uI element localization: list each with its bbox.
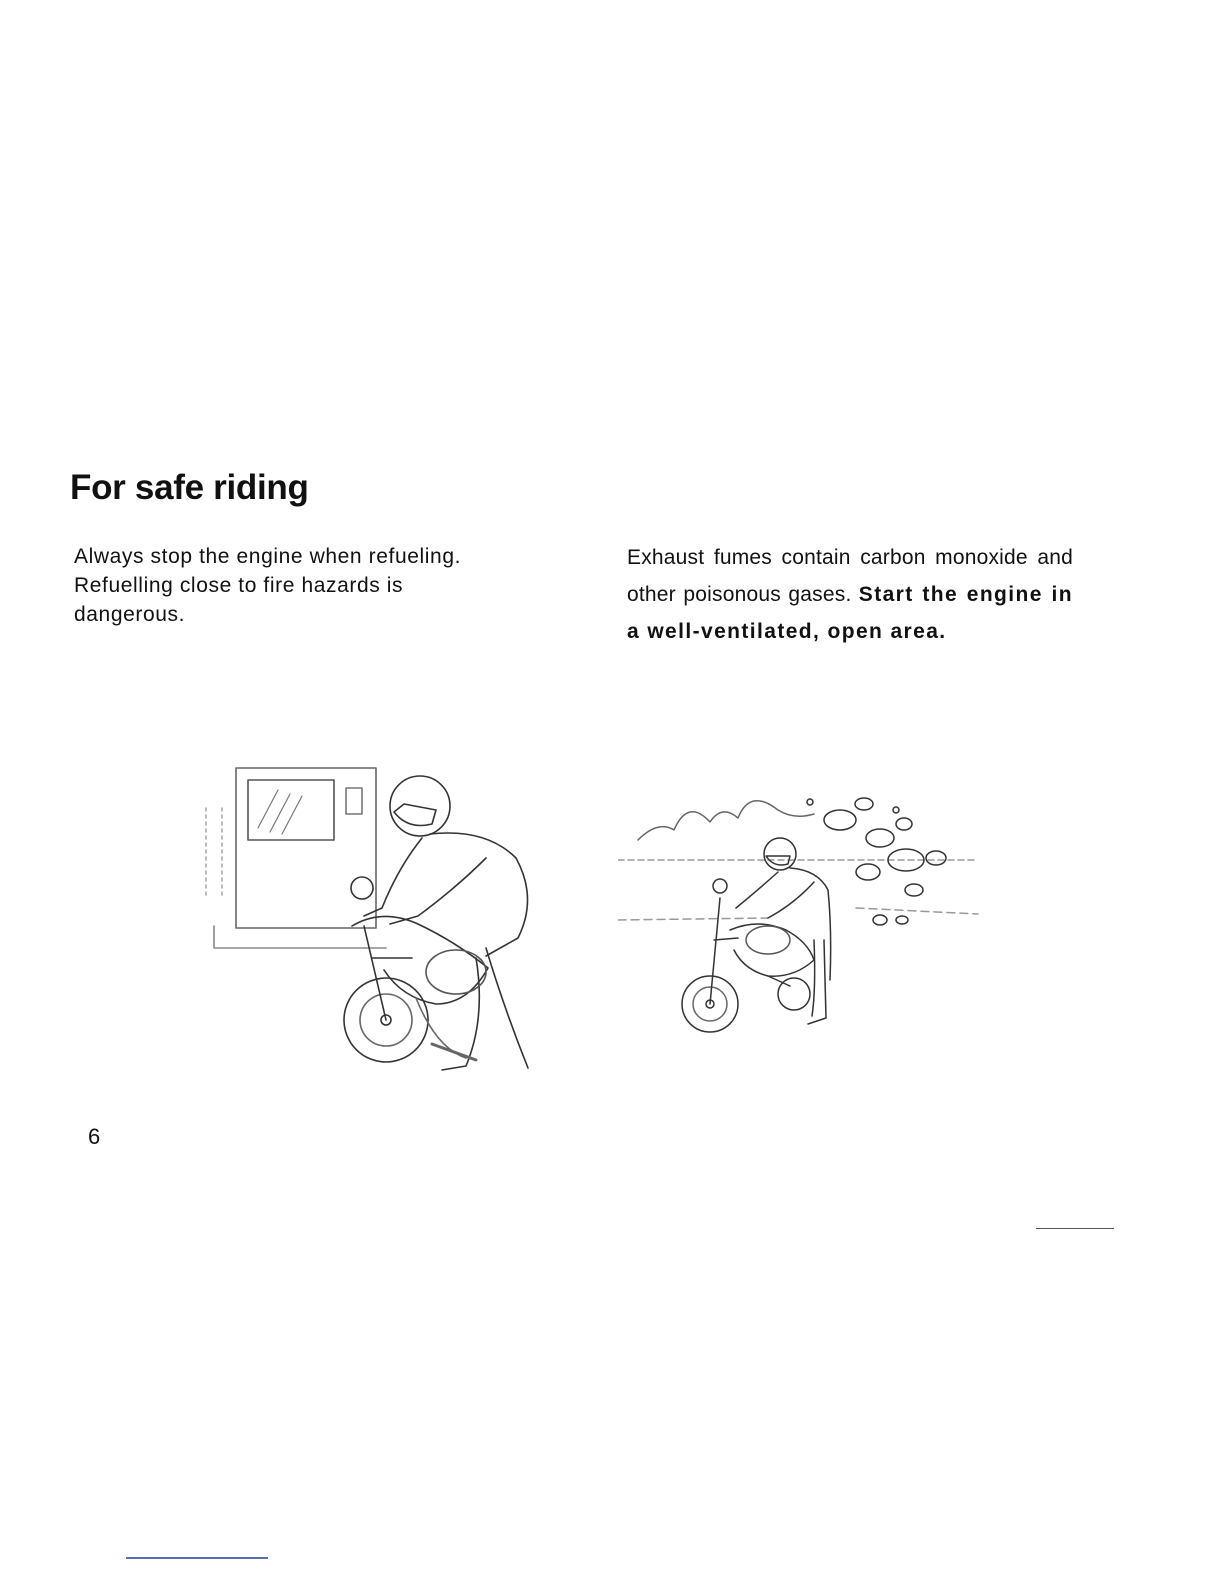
- refueling-rider-icon: [186, 748, 546, 1078]
- exhaust-lead-text: Exhaust fumes contain carbon monoxide and other poisonous gases.: [627, 546, 1073, 606]
- refueling-warning: [74, 542, 564, 629]
- exhaust-bold-text: Start the engine in a well-ventilated, open area.: [627, 583, 1073, 643]
- rider-outdoors-icon: [618, 790, 988, 1040]
- refueling-line-3: dangerous.: [74, 603, 186, 626]
- page-number: 6: [88, 1124, 101, 1149]
- refueling-line-1: Always stop the engine when refueling.: [74, 545, 462, 568]
- refueling-line-2: Refuelling close to fire hazards is: [74, 574, 404, 597]
- bottom-rule: [126, 1557, 268, 1559]
- margin-rule: [1036, 1228, 1114, 1229]
- page-title: For safe riding: [70, 468, 309, 507]
- exhaust-warning: [627, 539, 1073, 650]
